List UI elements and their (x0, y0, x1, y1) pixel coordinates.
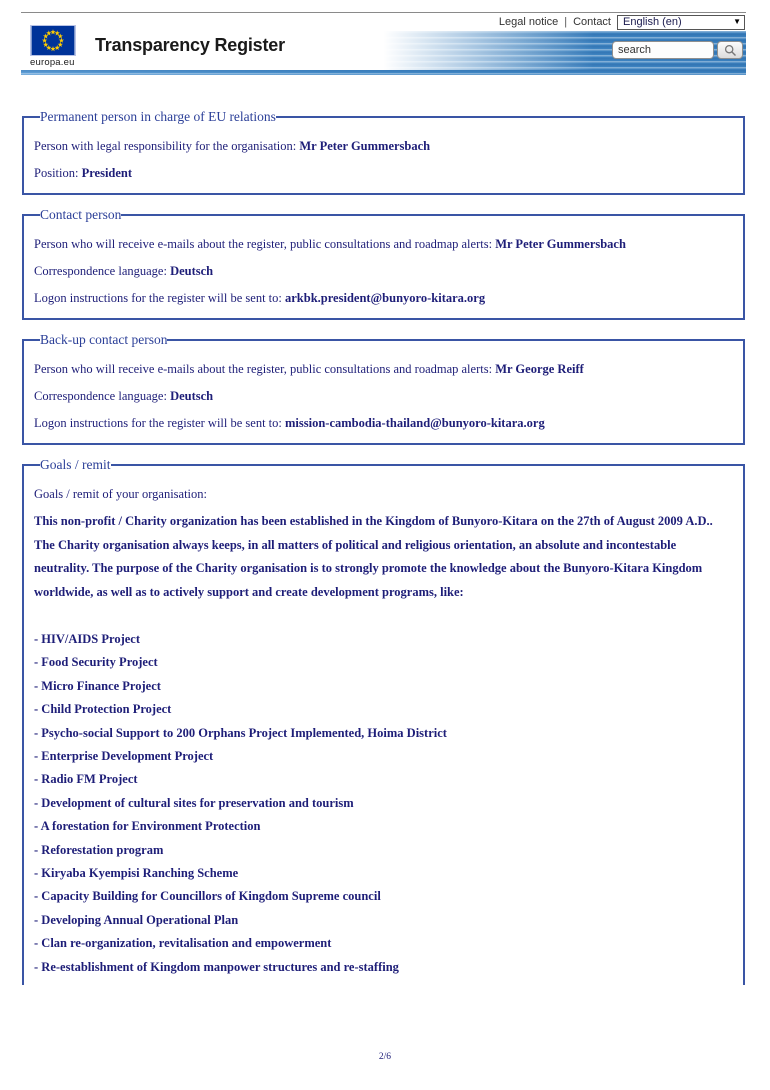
field-value: Mr George Reiff (495, 362, 584, 376)
europa-logo (30, 25, 90, 68)
header-banner (21, 31, 746, 75)
field-label: Position: (34, 166, 79, 180)
goals-list-item: - Child Protection Project (34, 702, 172, 717)
goals-list-item: - Kiryaba Kyempisi Ranching Scheme (34, 866, 239, 881)
page-title: Transparency Register (95, 35, 285, 55)
field-value: Deutsch (170, 389, 214, 403)
utility-bar (21, 13, 746, 31)
field-value: Mr Peter Gummersbach (495, 237, 626, 251)
search-button[interactable] (717, 41, 743, 59)
europa-eu-label: europa.eu (30, 57, 75, 68)
field-label: Person with legal responsibility for the organisation: (34, 139, 297, 153)
legal-notice-link[interactable]: Legal notice (498, 16, 559, 28)
section-goals-remit (22, 457, 745, 985)
page-number: 2/6 (378, 1052, 392, 1062)
goals-list-item: - Radio FM Project (34, 772, 138, 787)
language-select-value: English (en) (623, 16, 682, 28)
field-label: Person who will receive e-mails about the register, public consultations and roadmap alerts: (34, 362, 493, 376)
field-row (34, 166, 733, 181)
contact-link[interactable]: Contact (573, 16, 611, 28)
field-value: arkbk.president@bunyoro-kitara.org (285, 291, 486, 305)
goals-intro-label: Goals / remit of your organisation: (34, 487, 208, 501)
goals-list-item: - Clan re-organization, revitalisation and empowerment (34, 936, 332, 951)
field-row (34, 291, 733, 306)
chevron-down-icon: ▼ (733, 17, 741, 26)
section-legend: Permanent person in charge of EU relations (40, 109, 276, 124)
field-row (34, 264, 733, 279)
section-backup-contact-person (22, 332, 745, 445)
goals-list-item: - Re-establishment of Kingdom manpower structures and re-staffing (34, 959, 399, 974)
search-icon (724, 44, 737, 57)
field-value: Deutsch (170, 264, 214, 278)
search-input[interactable] (612, 41, 714, 59)
field-label: Logon instructions for the register will be sent to: (34, 291, 282, 305)
search-area (612, 41, 743, 59)
goals-list-item: - Food Security Project (34, 655, 158, 670)
eu-flag-icon (30, 25, 76, 56)
goals-list-item: - Development of cultural sites for preservation and tourism (34, 795, 354, 810)
field-label: Person who will receive e-mails about the register, public consultations and roadmap alerts: (34, 237, 493, 251)
goals-list-item: - Enterprise Development Project (34, 749, 214, 764)
goals-list-item: - Reforestation program (34, 842, 164, 857)
goals-list (34, 628, 733, 979)
section-legend: Goals / remit (40, 457, 111, 472)
main-content (21, 109, 746, 985)
field-label: Logon instructions for the register will be sent to: (34, 416, 282, 430)
section-legend: Contact person (40, 207, 122, 222)
topbar-separator: | (564, 16, 568, 28)
field-row (34, 237, 733, 252)
field-row (34, 362, 733, 377)
field-value: mission-cambodia-thailand@bunyoro-kitara.org (285, 416, 545, 430)
field-row (34, 416, 733, 431)
goals-list-item: - Micro Finance Project (34, 678, 161, 693)
field-value: President (81, 166, 133, 180)
section-legend: Back-up contact person (40, 332, 168, 347)
section-permanent-person (22, 109, 745, 195)
goals-list-item: - Capacity Building for Councillors of Kingdom Supreme council (34, 889, 381, 904)
field-label: Correspondence language: (34, 389, 167, 403)
goals-list-item: - Developing Annual Operational Plan (34, 912, 239, 927)
field-label: Correspondence language: (34, 264, 167, 278)
page-sheet (21, 12, 746, 997)
goals-description: This non-profit / Charity organization has been established in the Kingdom of Bunyoro-Kitara on the 27th of August 2009 A.D.. The Charity organisation always keeps, in all matters of political and religious orientation, an absolute and incontestable neutrality. The purpose of the Charity organisation is to strongly promote the knowledge about the Bunyoro-Kitara Kingdom worldwide, as well as to actively support and create development programs, like: (34, 514, 713, 599)
section-contact-person (22, 207, 745, 320)
field-value: Mr Peter Gummersbach (299, 139, 431, 153)
language-select[interactable] (617, 15, 745, 30)
goals-list-item: - Psycho-social Support to 200 Orphans Project Implemented, Hoima District (34, 725, 447, 740)
goals-list-item: - A forestation for Environment Protection (34, 819, 261, 834)
goals-list-item: - HIV/AIDS Project (34, 632, 140, 646)
field-row (34, 139, 733, 154)
field-row (34, 389, 733, 404)
